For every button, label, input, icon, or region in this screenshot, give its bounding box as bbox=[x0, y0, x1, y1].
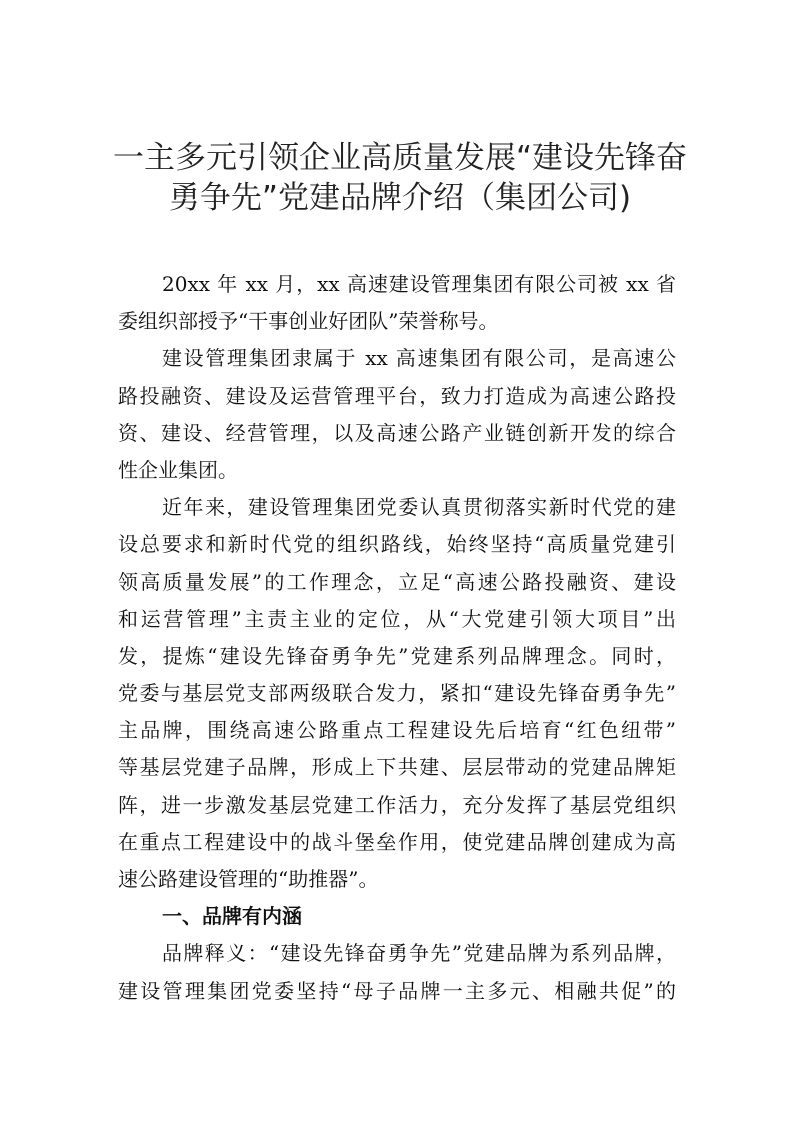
text-line: 20xx 年 xx 月，xx 高速建设管理集团有限公司被 xx 省 bbox=[162, 272, 676, 296]
section-heading: 一、品牌有内涵 bbox=[162, 904, 302, 929]
text-line: 阵，进一步激发基层党建工作活力，充分发挥了基层党组织 bbox=[118, 792, 676, 817]
text-line: 党委与基层党支部两级联合发力，紧扣“建设先锋奋勇争先” bbox=[118, 681, 676, 706]
paragraph-award bbox=[118, 266, 676, 340]
text-line: 主品牌，围绕高速公路重点工程建设先后培育“红色纽带” bbox=[118, 718, 676, 743]
paragraph-recent-years bbox=[118, 489, 676, 898]
text-line: 领高质量发展”的工作理念，立足“高速公路投融资、建设 bbox=[118, 569, 676, 594]
paragraph-intro bbox=[118, 340, 676, 489]
text-line: 建设管理集团隶属于 xx 高速集团有限公司，是高速公 bbox=[162, 346, 676, 371]
text-line: 速公路建设管理的“助推器”。 bbox=[118, 867, 379, 891]
text-line: 等基层党建子品牌，形成上下共建、层层带动的党建品牌矩 bbox=[118, 755, 676, 780]
text-line: 设总要求和新时代党的组织路线，始终坚持“高质量党建引 bbox=[118, 532, 676, 557]
title-line: 一主多元引领企业高质量发展“建设先锋奋 bbox=[112, 140, 688, 176]
document-body bbox=[118, 266, 676, 1010]
title-line: 勇争先”党建品牌介绍（集团公司) bbox=[168, 180, 632, 216]
text-line: 资、建设、经营管理，以及高速公路产业链创新开发的综合 bbox=[118, 420, 676, 445]
text-line: 和运营管理”主责主业的定位，从“大党建引领大项目”出 bbox=[118, 606, 676, 631]
text-line: 委组织部授予“干事创业好团队”荣誉称号。 bbox=[118, 309, 499, 334]
text-line: 性企业集团。 bbox=[118, 457, 238, 482]
document-title bbox=[100, 138, 700, 218]
text-line: 在重点工程建设中的战斗堡垒作用，使党建品牌创建成为高 bbox=[118, 829, 676, 854]
text-line: 路投融资、建设及运营管理平台，致力打造成为高速公路投 bbox=[118, 383, 676, 408]
text-line: 品牌释义：“建设先锋奋勇争先”党建品牌为系列品牌， bbox=[162, 941, 676, 966]
text-line: 建设管理集团党委坚持“母子品牌一主多元、相融共促”的 bbox=[118, 978, 676, 1003]
text-line: 近年来，建设管理集团党委认真贯彻落实新时代党的建 bbox=[162, 495, 676, 520]
text-line: 发，提炼“建设先锋奋勇争先”党建系列品牌理念。同时， bbox=[118, 643, 676, 668]
paragraph-brand-meaning bbox=[118, 935, 676, 1009]
